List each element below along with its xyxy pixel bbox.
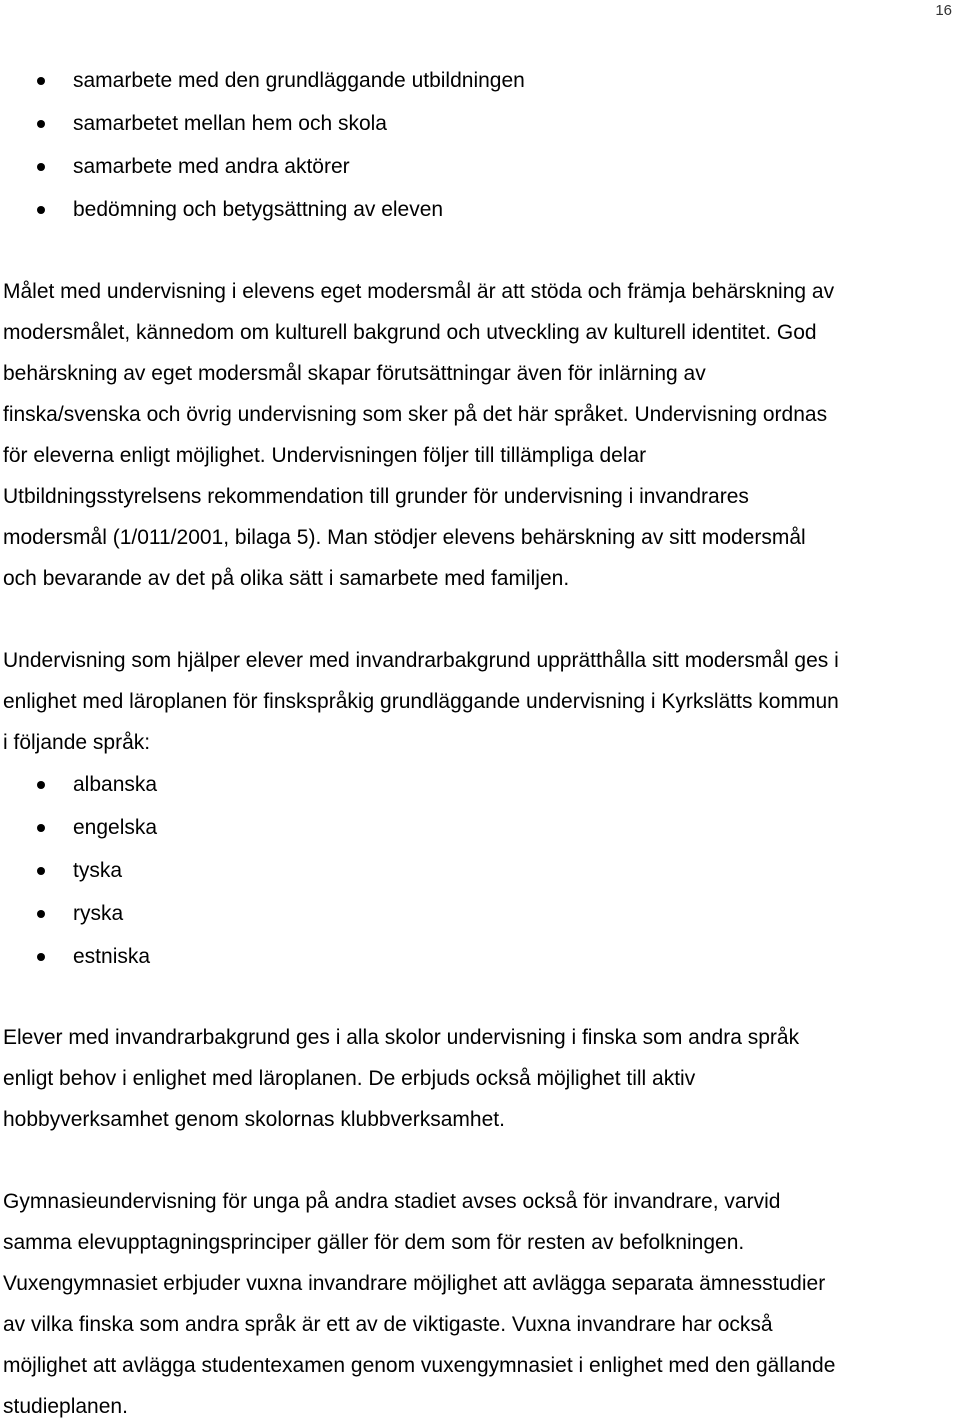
bullet-icon xyxy=(37,824,45,832)
text-line: Utbildningsstyrelsens rekommendation till grunder för undervisning i invandrares xyxy=(3,485,749,508)
list-item xyxy=(0,849,157,892)
list-item xyxy=(0,145,525,188)
text-line: i följande språk: xyxy=(3,731,151,754)
list-item-text: albanska xyxy=(73,773,158,796)
bullet-icon xyxy=(37,867,45,875)
text-line: och bevarande av det på olika sätt i samarbete med familjen. xyxy=(3,567,570,590)
list-item-text: tyska xyxy=(73,859,123,882)
paragraph-upper-secondary xyxy=(3,1181,954,1427)
text-line: studieplanen. xyxy=(3,1395,128,1418)
bullet-icon xyxy=(37,781,45,789)
bullet-list-topics xyxy=(0,59,525,231)
text-line: av vilka finska som andra språk är ett av de viktigaste. Vuxna invandrare har också xyxy=(3,1313,773,1336)
list-item-text: samarbete med andra aktörer xyxy=(73,155,350,178)
text-line: möjlighet att avlägga studentexamen genom vuxengymnasiet i enlighet med den gällande xyxy=(3,1354,836,1377)
list-item-text: ryska xyxy=(73,902,124,925)
bullet-icon xyxy=(37,120,45,128)
page-number: 16 xyxy=(935,2,952,19)
text-line: behärskning av eget modersmål skapar förutsättningar även för inlärning av xyxy=(3,362,706,385)
list-item xyxy=(0,935,157,978)
bullet-icon xyxy=(37,910,45,918)
text-line: modersmål (1/011/2001, bilaga 5). Man stödjer elevens behärskning av sitt modersmål xyxy=(3,526,806,549)
list-item xyxy=(0,892,157,935)
text-line: Gymnasieundervisning för unga på andra stadiet avses också för invandrare, varvid xyxy=(3,1190,781,1213)
bullet-icon xyxy=(37,953,45,961)
paragraph-mother-tongue xyxy=(3,271,954,599)
list-item xyxy=(0,806,157,849)
list-item-text: bedömning och betygsättning av eleven xyxy=(73,198,444,221)
list-item-text: samarbetet mellan hem och skola xyxy=(73,112,387,135)
text-line: för eleverna enligt möjlighet. Undervisningen följer till tillämpliga delar xyxy=(3,444,647,467)
list-item xyxy=(0,188,525,231)
text-line: samma elevupptagningsprinciper gäller för dem som för resten av befolkningen. xyxy=(3,1231,745,1254)
bullet-icon xyxy=(37,163,45,171)
bullet-icon xyxy=(37,206,45,214)
text-line: Elever med invandrarbakgrund ges i alla skolor undervisning i finska som andra språk xyxy=(3,1026,800,1049)
text-line: Vuxengymnasiet erbjuder vuxna invandrare möjlighet att avlägga separata ämnesstudier xyxy=(3,1272,826,1295)
text-line: Undervisning som hjälper elever med invandrarbakgrund upprätthålla sitt modersmål ges i xyxy=(3,649,839,672)
list-item xyxy=(0,59,525,102)
list-item-text: engelska xyxy=(73,816,158,839)
text-line: finska/svenska och övrig undervisning som sker på det här språket. Undervisning ordnas xyxy=(3,403,828,426)
text-line: enlighet med läroplanen för finskspråkig grundläggande undervisning i Kyrkslätts kommun xyxy=(3,690,839,713)
paragraph-finnish-second-language xyxy=(3,1017,954,1140)
bullet-icon xyxy=(37,77,45,85)
list-item-text: samarbete med den grundläggande utbildningen xyxy=(73,69,525,92)
paragraph-languages-intro xyxy=(3,640,954,763)
list-item-text: estniska xyxy=(73,945,151,968)
text-line: enligt behov i enlighet med läroplanen. De erbjuds också möjlighet till aktiv xyxy=(3,1067,696,1090)
list-item xyxy=(0,763,157,806)
text-line: modersmålet, kännedom om kulturell bakgrund och utveckling av kulturell identitet. God xyxy=(3,321,817,344)
list-item xyxy=(0,102,525,145)
text-line: hobbyverksamhet genom skolornas klubbverksamhet. xyxy=(3,1108,505,1131)
text-line: Målet med undervisning i elevens eget modersmål är att stöda och främja behärskning av xyxy=(3,280,835,303)
bullet-list-languages xyxy=(0,763,157,978)
